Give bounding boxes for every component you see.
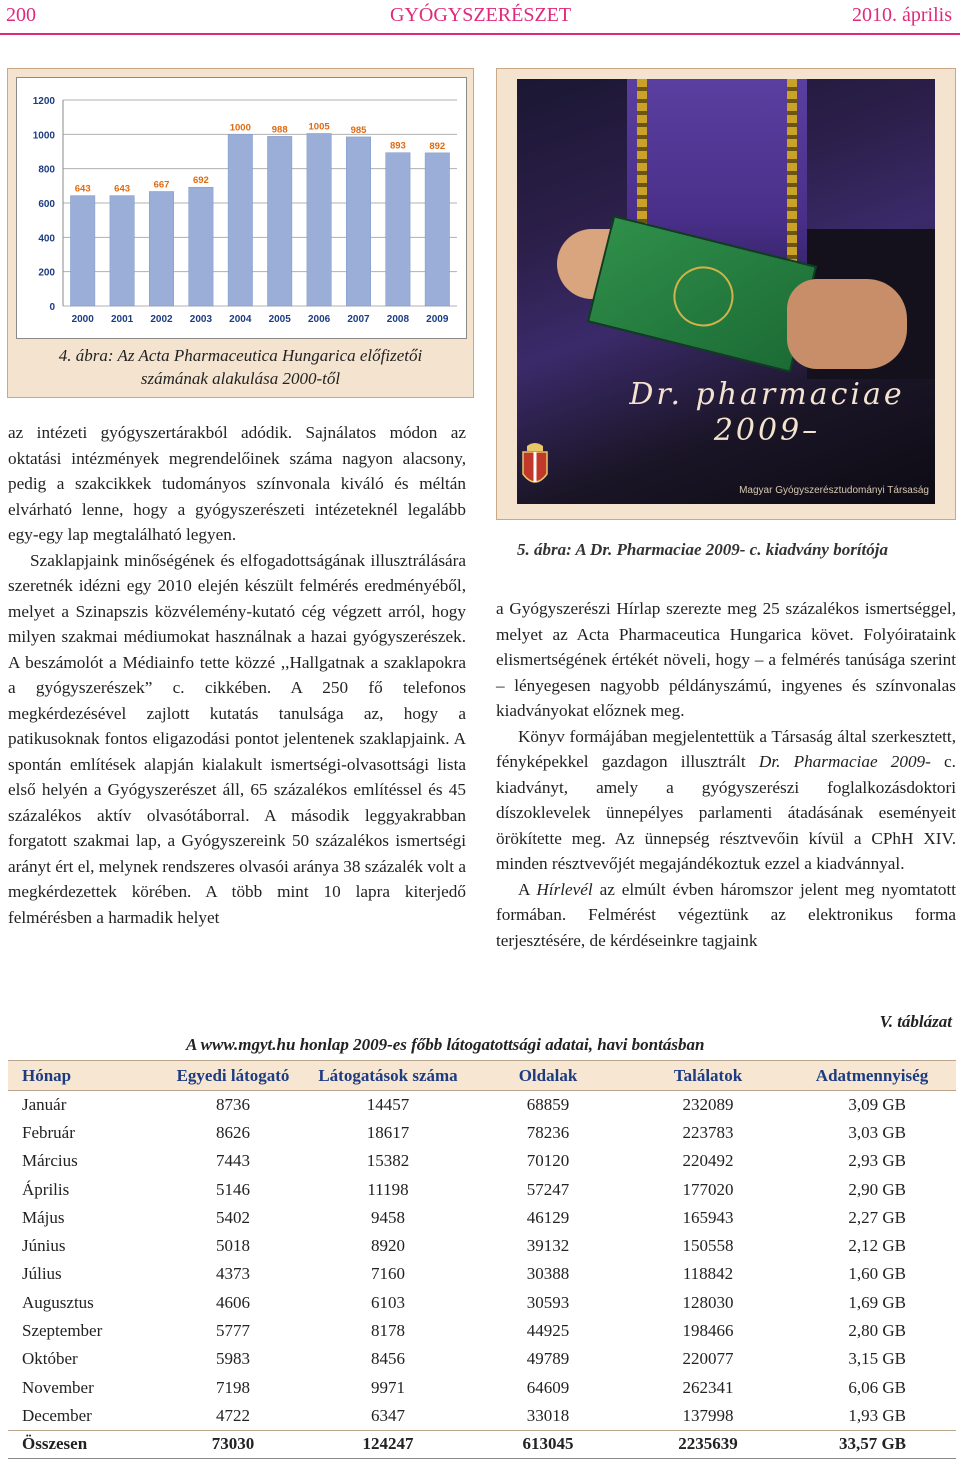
table-row bbox=[8, 1232, 956, 1260]
total-cell: 613045 bbox=[468, 1430, 628, 1458]
chart-caption-line1: 4. ábra: Az Acta Pharmaceutica Hungarica előfizetői bbox=[58, 346, 423, 365]
left-paragraph-1: az intézeti gyógyszertárakból adódik. Sajnálatos módon az oktatási intézmények megrendelőinek száma nagyon alacsony, pedig a szakcikkek tudományos színvonala kiváló és méltán elvárható lenne, hogy a gyógyszerészeti intézeteknél legalább egy-egy lap megtalálható legyen. bbox=[8, 423, 466, 544]
table-row bbox=[8, 1175, 956, 1203]
data-label: 1000 bbox=[229, 122, 251, 134]
table-cell: 7443 bbox=[216, 1151, 250, 1171]
bar bbox=[70, 196, 94, 306]
table-cell: 5018 bbox=[216, 1236, 250, 1256]
column-header-bandwidth: Adatmennyiség bbox=[788, 1061, 956, 1091]
table-cell: 64609 bbox=[526, 1377, 570, 1397]
table-cell: 78236 bbox=[526, 1122, 570, 1142]
header-rule bbox=[0, 33, 960, 35]
x-tick-label: 2009 bbox=[426, 314, 449, 325]
data-label: 667 bbox=[153, 179, 170, 191]
column-header-hits: Találatok bbox=[628, 1061, 788, 1091]
data-label: 893 bbox=[389, 140, 406, 152]
table-cell: 68859 bbox=[526, 1094, 570, 1114]
page-number: 200 bbox=[6, 4, 36, 26]
right-paragraph-3-b: az elmúlt évben háromszor jelent meg nyomtatott formában. Felmérést végeztünk az elektronikus forma terjesztésére, de kérdéseinkre tagjaink bbox=[496, 879, 957, 950]
table-cell: Március bbox=[22, 1151, 78, 1171]
right-column-text bbox=[496, 596, 956, 953]
table-cell: 4722 bbox=[216, 1405, 250, 1425]
table-cell: 177020 bbox=[682, 1179, 734, 1199]
cover-figure bbox=[496, 68, 956, 559]
table-cell: 7160 bbox=[371, 1264, 405, 1284]
x-tick-label: 2004 bbox=[229, 314, 252, 325]
cover-title-line1: Dr. pharmaciae bbox=[629, 377, 905, 412]
column-header-month: Hónap bbox=[8, 1061, 158, 1091]
chart-frame bbox=[16, 77, 467, 339]
table-cell: 8736 bbox=[216, 1094, 250, 1114]
bar bbox=[267, 136, 291, 306]
table-cell: 6,06 GB bbox=[848, 1377, 906, 1397]
table-row bbox=[8, 1204, 956, 1232]
table-cell: 220492 bbox=[682, 1151, 734, 1171]
table-cell: 14457 bbox=[366, 1094, 410, 1114]
issue-date: 2010. április bbox=[852, 4, 952, 26]
table-cell: 232089 bbox=[682, 1094, 734, 1114]
table-cell: 5777 bbox=[216, 1321, 250, 1341]
table-cell: Szeptember bbox=[22, 1321, 103, 1341]
table-cell: December bbox=[22, 1405, 92, 1425]
bar bbox=[346, 137, 370, 306]
table-cell: 30388 bbox=[526, 1264, 570, 1284]
table-row bbox=[8, 1317, 956, 1345]
right-paragraph-1: a Gyógyszerészi Hírlap szerezte meg 25 százalékos ismertséggel, melyet az Acta Pharmaceutica Hungarica követ. Folyóirataink elismertségének értékét növeli, hogy – a felmérés tanúsága szerint – lényegesen nagyobb példányszámú, ingyenes és színvonalas kiadványokat előznek meg. bbox=[496, 599, 956, 720]
table-cell: 5983 bbox=[216, 1349, 250, 1369]
table-cell: 33018 bbox=[526, 1405, 570, 1425]
cover-photo bbox=[517, 79, 935, 504]
right-paragraph-2 bbox=[496, 724, 956, 877]
table-cell: Június bbox=[22, 1236, 66, 1256]
table-row bbox=[8, 1402, 956, 1430]
subscriber-bar-chart bbox=[17, 78, 468, 340]
table-cell: 70120 bbox=[526, 1151, 570, 1171]
table-cell: 3,03 GB bbox=[848, 1122, 906, 1142]
left-paragraph-2: Szaklapjaink minőségének és elfogadottságának illusztrálására szeretnék idézni egy 2010 elején készült felmérés eredményéből, melyet a Szinapszis közvélemény-kutató cég végzett arról, hogy milyen szakmai médiumokat használnak a hazai gyógyszerészek. A beszámolót a Médiainfo tette közzé ,,Hallgatnak a szaklapokra a gyógyszerészek” c. cikkében. A 250 fő telefonos megkérdezésével zajlott kutatás tanulsága az, hogy a patikusoknak fontos eligazodási pontot jelentenek szaklapjaink. A spontán említések alapján kialakult ismertségi-olvasottsági lista első helyén a Gyógyszerészet áll, 65 százalékos említéssel és 45 százalékos aktív olvasótáborral. A második leggyakrabban forgatott szakmai lap, a Gyógyszereink 50 százalékos ismertségi arányt ért el, melynek rendszeres olvasói aránya 38 százalék volt a megkérdezettek körében. A több mint 10 lapra kiterjedő felmérésben a harmadik helyet bbox=[8, 550, 466, 927]
table-row bbox=[8, 1147, 956, 1175]
bar bbox=[149, 191, 173, 306]
table-cell: 5402 bbox=[216, 1207, 250, 1227]
y-tick-label: 200 bbox=[38, 267, 55, 279]
table-cell: 3,09 GB bbox=[848, 1094, 906, 1114]
visitor-stats-table bbox=[8, 1060, 956, 1459]
x-tick-label: 2001 bbox=[110, 314, 134, 325]
bar bbox=[386, 153, 410, 306]
data-label: 643 bbox=[74, 183, 91, 195]
table-header-row bbox=[8, 1061, 956, 1091]
table-cell: 15382 bbox=[366, 1151, 410, 1171]
table-cell: 2,27 GB bbox=[848, 1207, 906, 1227]
table-cell: 57247 bbox=[526, 1179, 570, 1199]
table-cell: 39132 bbox=[526, 1236, 570, 1256]
right-paragraph-2-a: Könyv formájában megjelentettük a Társaság által szerkesztett, fényképekkel gazdagon illusztrált bbox=[496, 726, 956, 771]
data-label: 985 bbox=[350, 124, 367, 136]
x-tick-label: 2000 bbox=[71, 314, 94, 325]
table-cell: 198466 bbox=[682, 1321, 734, 1341]
table-cell: 5146 bbox=[216, 1179, 250, 1199]
table-total-row bbox=[8, 1430, 956, 1458]
table-cell: 2,12 GB bbox=[848, 1236, 906, 1256]
table-cell: 165943 bbox=[682, 1207, 734, 1227]
cover-society-name: Magyar Gyógyszerésztudományi Társaság bbox=[739, 485, 929, 496]
coat-of-arms-icon bbox=[521, 442, 549, 492]
table-cell: November bbox=[22, 1377, 94, 1397]
cover-caption: 5. ábra: A Dr. Pharmaciae 2009- c. kiadvány borítója bbox=[517, 540, 889, 559]
table-cell: 8178 bbox=[371, 1321, 405, 1341]
table-cell: 30593 bbox=[526, 1292, 570, 1312]
right-paragraph-2-italic: Dr. Pharmaciae 2009- bbox=[758, 752, 931, 771]
table-cell: Október bbox=[22, 1349, 78, 1369]
bar bbox=[228, 134, 252, 306]
total-cell: Összesen bbox=[8, 1430, 158, 1458]
bar bbox=[110, 196, 134, 306]
table-cell: Május bbox=[22, 1207, 65, 1227]
table-cell: 8626 bbox=[216, 1122, 250, 1142]
table-row bbox=[8, 1260, 956, 1288]
table-cell: 1,93 GB bbox=[848, 1405, 906, 1425]
chart-caption bbox=[8, 344, 473, 390]
chart-caption-line2: számának alakulása 2000-től bbox=[140, 369, 341, 388]
table-cell: 6347 bbox=[371, 1405, 405, 1425]
x-tick-label: 2005 bbox=[268, 314, 291, 325]
table-row bbox=[8, 1091, 956, 1119]
table-row bbox=[8, 1119, 956, 1147]
cover-title bbox=[617, 377, 917, 449]
table-cell: 11198 bbox=[367, 1179, 409, 1199]
subscriber-chart-figure bbox=[7, 68, 474, 398]
table-cell: 8920 bbox=[371, 1236, 405, 1256]
table-cell: 18617 bbox=[366, 1122, 410, 1142]
table-label: V. táblázat bbox=[879, 1012, 952, 1031]
total-cell: 124247 bbox=[308, 1430, 468, 1458]
column-header-visits: Látogatások száma bbox=[308, 1061, 468, 1091]
table-cell: 4373 bbox=[216, 1264, 250, 1284]
x-tick-label: 2007 bbox=[347, 314, 370, 325]
table-cell: 8456 bbox=[371, 1349, 405, 1369]
table-cell: 9971 bbox=[371, 1377, 405, 1397]
y-tick-label: 0 bbox=[49, 302, 55, 313]
data-label: 892 bbox=[429, 140, 446, 152]
table-cell: 2,90 GB bbox=[848, 1179, 906, 1199]
table-cell: 137998 bbox=[682, 1405, 734, 1425]
bar bbox=[189, 187, 213, 306]
x-tick-label: 2008 bbox=[386, 314, 410, 325]
y-tick-label: 1200 bbox=[32, 96, 55, 107]
table-cell: 220077 bbox=[682, 1349, 734, 1369]
total-cell: 2235639 bbox=[628, 1430, 788, 1458]
x-tick-label: 2006 bbox=[307, 314, 331, 325]
y-tick-label: 800 bbox=[38, 164, 55, 176]
bar bbox=[425, 153, 449, 306]
bar bbox=[307, 133, 331, 306]
x-tick-label: 2002 bbox=[150, 314, 173, 325]
table-cell: 223783 bbox=[682, 1122, 734, 1142]
table-cell: 9458 bbox=[371, 1207, 405, 1227]
column-header-pages: Oldalak bbox=[468, 1061, 628, 1091]
table-cell: 262341 bbox=[682, 1377, 734, 1397]
data-label: 692 bbox=[192, 175, 209, 187]
table-title: A www.mgyt.hu honlap 2009-es főbb látogatottsági adatai, havi bontásban bbox=[186, 1035, 705, 1054]
table-row bbox=[8, 1289, 956, 1317]
data-label: 988 bbox=[271, 124, 288, 136]
y-tick-label: 600 bbox=[38, 199, 55, 210]
table-cell: 2,93 GB bbox=[848, 1151, 906, 1171]
right-paragraph-3 bbox=[496, 877, 956, 954]
table-cell: 4606 bbox=[216, 1292, 250, 1312]
column-header-unique-visitors: Egyedi látogató bbox=[158, 1061, 308, 1091]
table-cell: Április bbox=[22, 1179, 70, 1199]
table-cell: 128030 bbox=[682, 1292, 734, 1312]
right-paragraph-3-italic: Hírlevél bbox=[536, 879, 593, 899]
data-label: 643 bbox=[114, 183, 131, 195]
y-tick-label: 400 bbox=[38, 233, 55, 245]
table-cell: Július bbox=[22, 1264, 62, 1284]
right-paragraph-3-a: A bbox=[518, 879, 537, 899]
table-cell: 49789 bbox=[526, 1349, 570, 1369]
table-cell: 1,69 GB bbox=[848, 1292, 906, 1312]
total-cell: 73030 bbox=[158, 1430, 308, 1458]
cover-title-line2: 2009– bbox=[713, 413, 821, 448]
table-cell: 7198 bbox=[216, 1377, 250, 1397]
journal-name: GYÓGYSZERÉSZET bbox=[390, 4, 572, 26]
y-tick-label: 1000 bbox=[32, 130, 55, 142]
table-cell: Február bbox=[22, 1122, 75, 1142]
table-cell: 118842 bbox=[682, 1264, 734, 1284]
table-cell: 1,60 GB bbox=[848, 1264, 906, 1284]
table-cell: 6103 bbox=[371, 1292, 405, 1312]
data-label: 1005 bbox=[308, 121, 330, 133]
table-cell: 150558 bbox=[682, 1236, 734, 1256]
table-row bbox=[8, 1345, 956, 1373]
table-cell: 44925 bbox=[526, 1321, 570, 1341]
table-cell: Augusztus bbox=[22, 1292, 94, 1312]
x-tick-label: 2003 bbox=[189, 314, 213, 325]
table-cell: 3,15 GB bbox=[848, 1349, 906, 1369]
page-header bbox=[0, 0, 960, 30]
table-cell: Január bbox=[22, 1094, 67, 1114]
left-column-text bbox=[8, 420, 466, 930]
total-cell: 33,57 GB bbox=[788, 1430, 956, 1458]
table-row bbox=[8, 1373, 956, 1401]
table-cell: 2,80 GB bbox=[848, 1321, 906, 1341]
table-cell: 46129 bbox=[526, 1207, 570, 1227]
right-paragraph-2-b: c. kiadványt, amely a gyógyszerészi foglalkozásdoktori díszoklevelek ünnepélyes parlamenti átadásának eseményeit örökítette meg. Az ünnepség résztvevőin kívül a CPhH XIV. minden résztvevőjét megajándékoztuk ezzel a kiadvánnyal. bbox=[496, 752, 956, 873]
hand-right bbox=[787, 279, 907, 369]
